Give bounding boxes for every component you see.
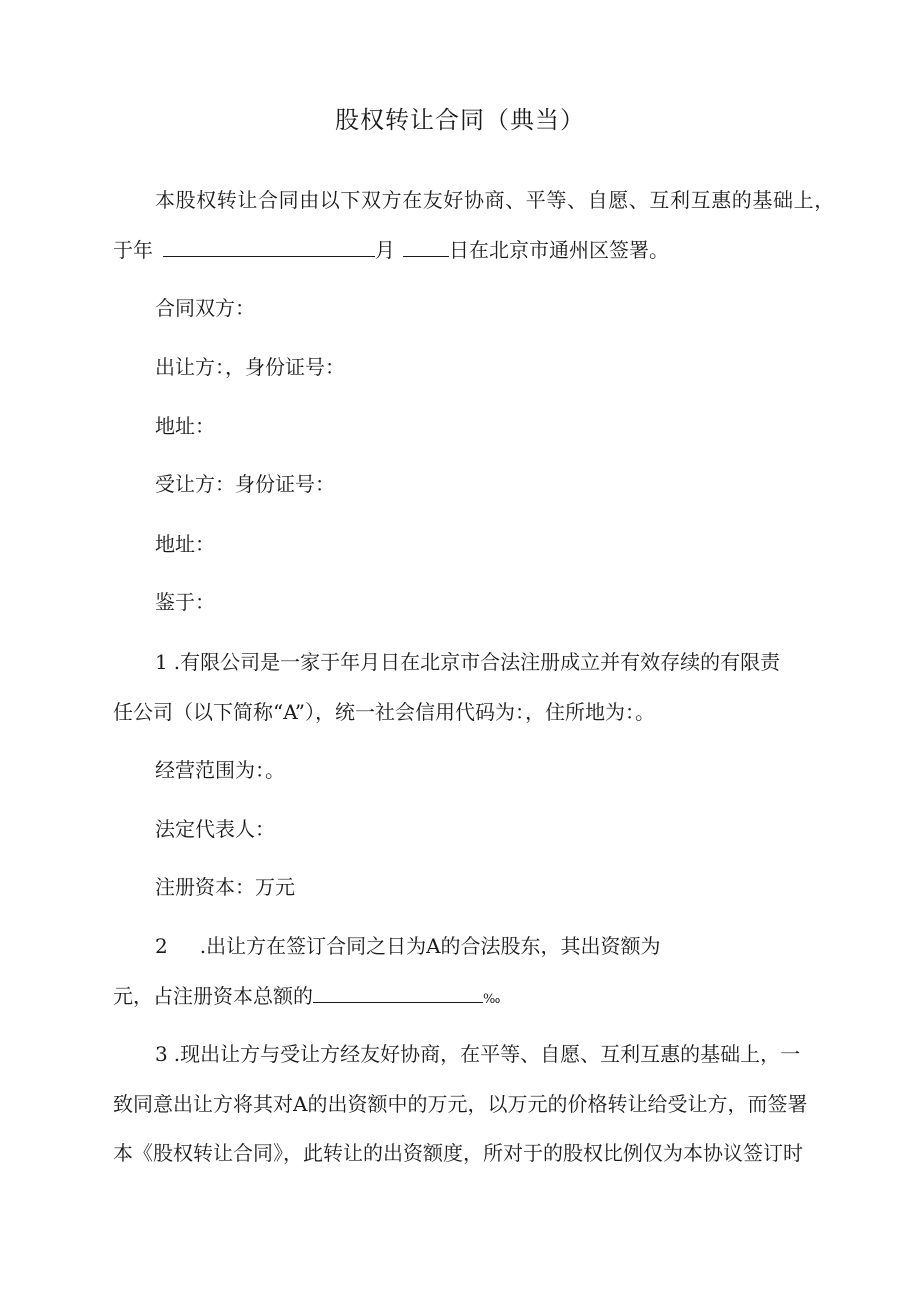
intro-year-label: 于年 xyxy=(113,238,153,262)
intro-suffix: 日在北京市通州区签署。 xyxy=(449,238,669,262)
registered-capital: 注册资本：万元 xyxy=(155,875,295,899)
document-title: 股权转让合同（典当） xyxy=(335,106,585,134)
business-scope: 经营范围为：。 xyxy=(155,758,285,782)
clause-1-line-2: 任公司（以下简称“A”），统一社会信用代码为：，住所地为：。 xyxy=(113,700,655,724)
clause-2-line-1 xyxy=(155,932,661,960)
clause-2-line-2 xyxy=(113,982,500,1014)
clause-1-number: 1 xyxy=(155,650,168,674)
date-blank-day[interactable] xyxy=(403,238,449,257)
whereas-heading: 鉴于： xyxy=(155,590,215,614)
clause-3-line-2: 致同意出让方将其对A的出资额中的万元，以万元的价格转让给受让方，而签署 xyxy=(113,1092,808,1116)
clause-1-line-1 xyxy=(155,648,780,676)
parties-heading: 合同双方： xyxy=(155,296,255,320)
clause-2-text-2: 元，占注册资本总额的 xyxy=(113,984,313,1008)
clause-3-number: 3 xyxy=(155,1042,168,1066)
transferee-address: 地址： xyxy=(155,532,215,556)
intro-line-2 xyxy=(113,236,669,264)
transferor-address: 地址： xyxy=(155,414,215,438)
clause-1-text-1: .有限公司是一家于年月日在北京市合法注册成立并有效存续的有限责 xyxy=(173,650,781,674)
clause-3-text-1: .现出让方与受让方经友好协商，在平等、自愿、互利互惠的基础上，一 xyxy=(173,1042,801,1066)
clause-3-line-1 xyxy=(155,1040,800,1068)
date-blank-year[interactable] xyxy=(163,238,375,257)
clause-2-number: 2 xyxy=(155,934,168,958)
clause-2-text-1: .出让方在签订合同之日为A的合法股东，其出资额为 xyxy=(199,934,661,958)
percentage-blank[interactable] xyxy=(313,984,483,1003)
clause-3-line-3: 本《股权转让合同》，此转让的出资额度，所对于的股权比例仅为本协议签订时 xyxy=(113,1141,803,1165)
legal-representative: 法定代表人： xyxy=(155,817,275,841)
transferor-line: 出让方：，身份证号： xyxy=(155,355,345,379)
transferee-line: 受让方：身份证号： xyxy=(155,472,335,496)
intro-month-label: 月 xyxy=(375,238,395,262)
intro-line-1: 本股权转让合同由以下双方在友好协商、平等、自愿、互利互惠的基础上， xyxy=(155,188,835,212)
permille-sign: ‰ xyxy=(483,992,501,1007)
